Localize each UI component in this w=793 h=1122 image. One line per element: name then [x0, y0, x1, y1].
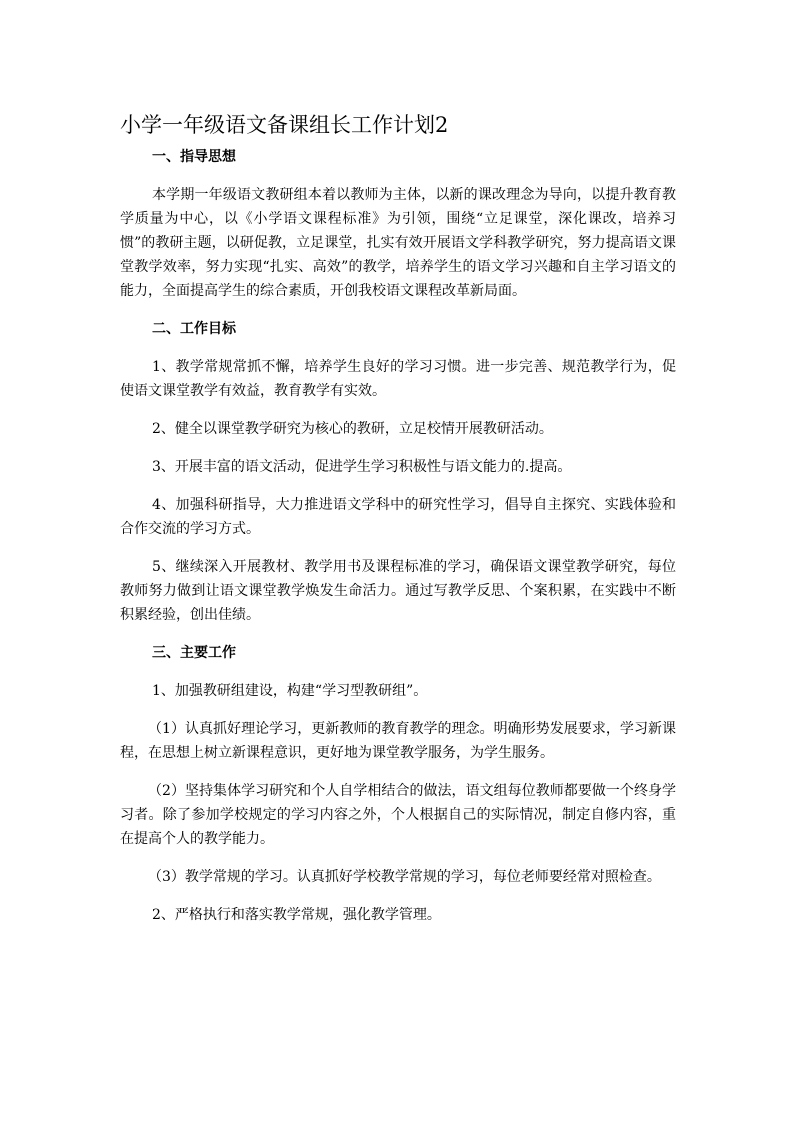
section-heading-main-work: 三、主要工作: [152, 645, 236, 661]
document-body: [120, 145, 676, 941]
paragraph: （1）认真抓好理论学习，更新教师的教育教学的理念。明确形势发展要求，学习新课程，在思想上树立新课程意识，更好地为课堂教学服务，为学生服务。: [120, 721, 676, 761]
paragraph: （2）坚持集体学习研究和个人自学相结合的做法，语文组每位教师都要做一个终身学习者。除了参加学校规定的学习内容之外，个人根据自己的实际情况，制定自修内容，重在提高个人的教学能力。: [120, 783, 676, 847]
paragraph: 1、加强教研组建设，构建“学习型教研组”。: [152, 683, 428, 699]
paragraph: 5、继续深入开展教材、教学用书及课程标准的学习，确保语文课堂教学研究，每位教师努力做到让语文课堂教学焕发生命活力。通过写教学反思、个案积累，在实践中不断积累经验，创出佳绩。: [120, 559, 676, 623]
paragraph: 2、健全以课堂教学研究为核心的教研，立足校情开展教研活动。: [152, 421, 553, 437]
section-heading-work-goals: 二、工作目标: [152, 321, 236, 337]
document-title: 小学一年级语文备课组长工作计划2: [120, 113, 449, 138]
paragraph: 4、加强科研指导，大力推进语文学科中的研究性学习，倡导自主探究、实践体验和合作交流的学习方式。: [120, 497, 676, 537]
paragraph: 本学期一年级语文教研组本着以教师为主体，以新的课改理念为导向，以提升教育教学质量为中心，以《小学语文课程标准》为引领，围绕“立足课堂，深化课改，培养习惯”的教研主题，以研促教，立足课堂，扎实有效开展语文学科教学研究，努力提高语文课堂教学效率，努力实现“扎实、高效”的教学，培养学生的语文学习兴趣和自主学习语文的能力，全面提高学生的综合素质，开创我校语文课程改革新局面。: [120, 187, 676, 299]
paragraph: 2、严格执行和落实教学常规，强化教学管理。: [152, 907, 441, 923]
section-heading-guiding-ideology: 一、指导思想: [152, 149, 236, 165]
paragraph: （3）教学常规的学习。认真抓好学校教学常规的学习，每位老师要经常对照检查。: [148, 869, 661, 885]
paragraph: 3、开展丰富的语文活动，促进学生学习积极性与语文能力的.提高。: [152, 459, 572, 475]
paragraph: 1、教学常规常抓不懈，培养学生良好的学习习惯。进一步完善、规范教学行为，促使语文课堂教学有效益，教育教学有实效。: [120, 359, 676, 399]
